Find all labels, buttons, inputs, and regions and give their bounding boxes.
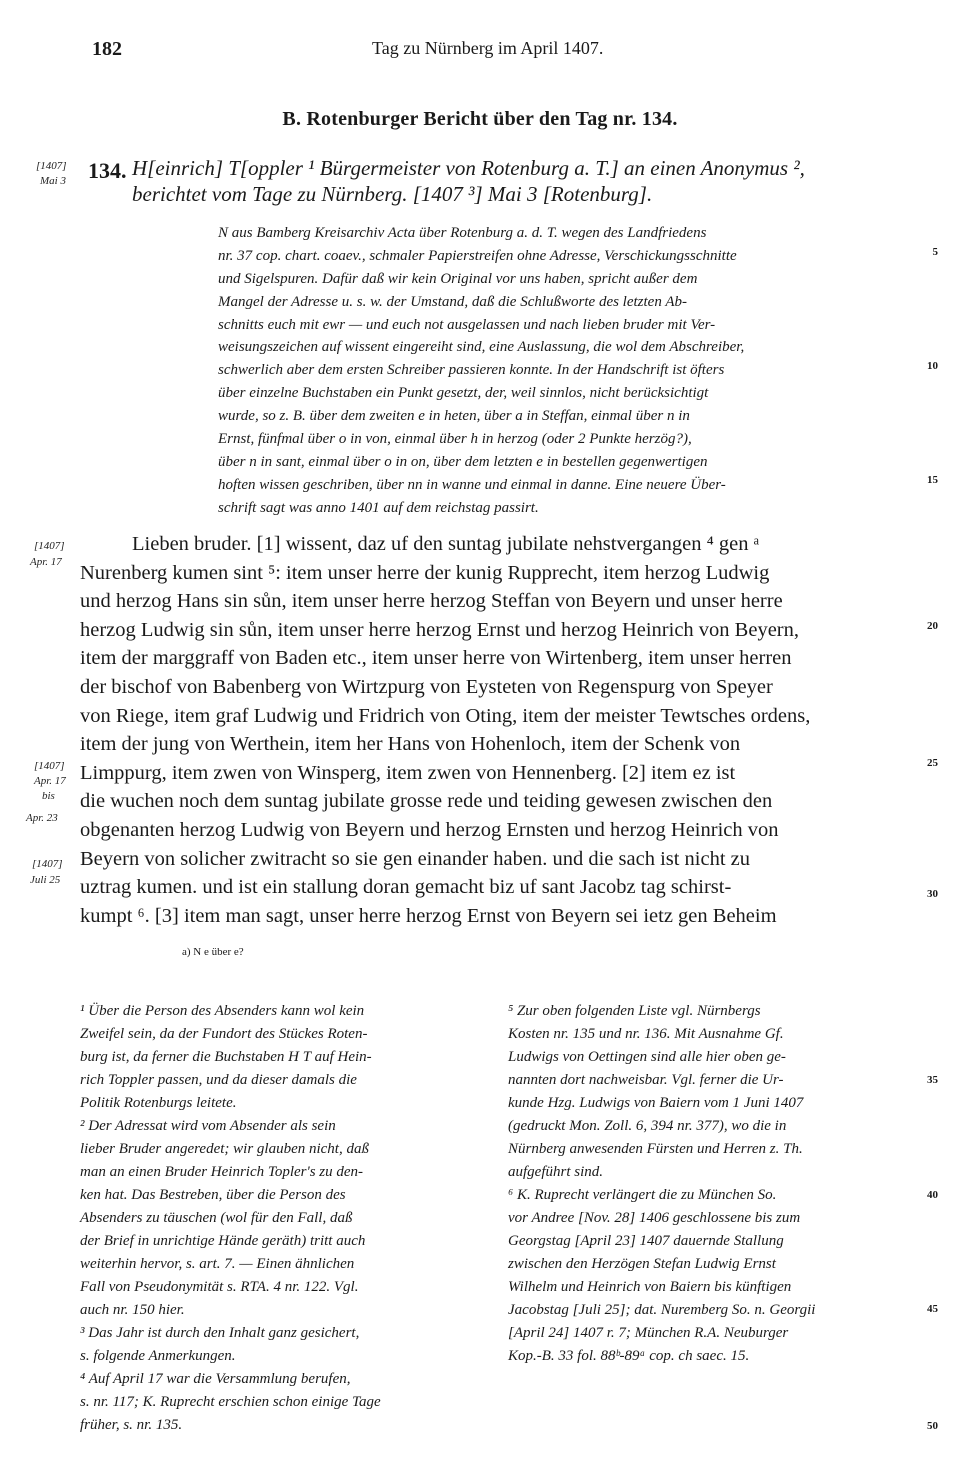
margin-date: Juli 25 [30, 874, 61, 886]
footnote-line: weiterhin hervor, s. art. 7. — Einen ähnlichen [80, 1256, 355, 1272]
margin-date: Apr. 17 [34, 775, 66, 787]
section-title: B. Rotenburger Bericht über den Tag nr. 134. [282, 108, 678, 130]
footnote-line: s. folgende Anmerkungen. [80, 1348, 236, 1364]
source-line: über einzelne Buchstaben ein Punkt gesetzt, der, weil sinnlos, nicht berücksichtigt [218, 385, 709, 402]
source-line: und Sigelspuren. Dafür daß wir kein Original vor uns haben, spricht außer dem [218, 270, 698, 287]
margin-date: Apr. 23 [26, 812, 58, 824]
footnote-line: Zweifel sein, da der Fundort des Stückes Roten- [80, 1026, 368, 1042]
line-number: 30 [927, 888, 938, 900]
footnote-line: kunde Hzg. Ludwigs von Baiern vom 1 Juni 1407 [508, 1095, 804, 1111]
line-number: 15 [927, 474, 938, 486]
footnote-line: Kosten nr. 135 und nr. 136. Mit Ausnahme Gf. [508, 1026, 784, 1042]
footnote-line: Ludwigs von Oettingen sind alle hier oben ge- [508, 1049, 786, 1065]
margin-date: Apr. 17 [30, 556, 62, 568]
source-line: weisungszeichen auf wissent eingereiht sind, eine Auslassung, die wol dem Abschreiber, [218, 339, 745, 356]
line-number: 40 [927, 1189, 938, 1201]
footnote-line: ken hat. Das Bestreben, über die Person des [80, 1187, 346, 1203]
footnote-line: man an einen Bruder Heinrich Topler's zu den- [80, 1164, 364, 1180]
body-line: der bischof von Babenberg von Wirtzpurg von Eysteten von Regenspurg von Speyer [80, 675, 773, 698]
margin-date-bis: bis [42, 790, 55, 802]
footnote-line: Absenders zu täuschen (wol für den Fall, daß [80, 1210, 353, 1226]
line-number: 5 [932, 246, 938, 258]
margin-date-year: [1407] [34, 760, 65, 772]
line-number: 20 [927, 620, 938, 632]
entry-heading-line: berichtet vom Tage zu Nürnberg. [1407 ³] Mai 3 [Rotenburg]. [132, 182, 653, 206]
footnote-line: s. nr. 117; K. Ruprecht erschien schon einige Tage [80, 1394, 381, 1410]
body-line: obgenanten herzog Ludwig von Beyern und herzog Ernsten und herzog Heinrich von [80, 818, 779, 841]
source-line: schrift sagt was anno 1401 auf dem reichstag passirt. [218, 499, 539, 516]
entry-margin-date: Mai 3 [40, 175, 66, 187]
footnote-line: lieber Bruder angeredet; wir glauben nicht, daß [80, 1141, 369, 1157]
footnote-line: auch nr. 150 hier. [80, 1302, 185, 1318]
margin-date-year: [1407] [34, 540, 65, 552]
line-number: 45 [927, 1303, 938, 1315]
page-number: 182 [92, 38, 122, 60]
footnote-line: ¹ Über die Person des Absenders kann wol kein [80, 1003, 365, 1019]
footnote-line: burg ist, da ferner die Buchstaben H T auf Hein- [80, 1049, 372, 1065]
footnotes-right-column [508, 1000, 910, 1368]
footnote-line: Wilhelm und Heinrich von Baiern bis künftigen [508, 1279, 792, 1295]
document-body [80, 530, 912, 930]
footnote-line: zwischen den Herzögen Stefan Ludwig Ernst [508, 1256, 776, 1272]
footnotes-left-column [80, 1000, 480, 1437]
body-line: Lieben bruder. [1] wissent, daz uf den suntag jubilate nehstvergangen ⁴ gen ᵃ [132, 533, 760, 555]
body-line: von Riege, item graf Ludwig und Fridrich von Oting, item der meister Tewtsches ordens, [80, 704, 811, 727]
footnote-line: Kop.-B. 33 fol. 88ᵇ-89ᵃ cop. ch saec. 15. [508, 1348, 750, 1364]
margin-date-year: [1407] [32, 858, 63, 870]
footnote-line: früher, s. nr. 135. [80, 1417, 183, 1433]
footnote-line: Fall von Pseudonymität s. RTA. 4 nr. 122. Vgl. [80, 1279, 359, 1295]
body-line: item der marggraff von Baden etc., item unser herre von Wirtenberg, item unser herren [80, 647, 792, 670]
line-number: 35 [927, 1074, 938, 1086]
body-line: die wuchen noch dem suntag jubilate grosse rede und teiding gewesen zwischen den [80, 790, 773, 813]
line-number: 25 [927, 757, 938, 769]
running-title: Tag zu Nürnberg im April 1407. [372, 38, 604, 58]
line-number: 50 [927, 1420, 938, 1432]
footnote-line: Georgstag [April 23] 1407 dauernde Stallung [508, 1233, 784, 1249]
source-line: N aus Bamberg Kreisarchiv Acta über Rotenburg a. d. T. wegen des Landfriedens [218, 225, 707, 241]
footnote-line: ³ Das Jahr ist durch den Inhalt ganz gesichert, [80, 1325, 360, 1341]
footnote-line: Politik Rotenburgs leitete. [80, 1095, 237, 1111]
entry-number: 134. [88, 158, 127, 183]
body-line: uztrag kumen. und ist ein stallung doran gemacht biz uf sant Jacobz tag schirst- [80, 876, 732, 899]
entry-margin-year: [1407] [36, 160, 67, 172]
source-description [218, 222, 918, 520]
footnote-line: ⁴ Auf April 17 war die Versammlung berufen, [80, 1371, 351, 1387]
footnote-line: [April 24] 1407 r. 7; München R.A. Neuburger [508, 1325, 789, 1341]
footnote-line: nannten dort nachweisbar. Vgl. ferner die Ur- [508, 1072, 784, 1088]
body-line: Beyern von solicher zwitracht so sie gen einander haben. und die sach ist nicht zu [80, 847, 751, 870]
footnote-line: Nürnberg anwesenden Fürsten und Herren z. Th. [508, 1141, 803, 1157]
footnote-line: Jacobstag [Juli 25]; dat. Nuremberg So. n. Georgii [508, 1302, 816, 1318]
body-line: item der jung von Werthein, item her Hans von Hohenloch, item der Schenk von [80, 733, 741, 756]
body-line: herzog Ludwig sin sůn, item unser herre herzog Ernst und herzog Heinrich von Beyern, [80, 618, 800, 641]
body-line: kumpt ⁶. [3] item man sagt, unser herre herzog Ernst von Beyern sei ietz gen Beheim [80, 904, 777, 927]
entry-heading-line: H[einrich] T[oppler ¹ Bürgermeister von Rotenburg a. T.] an einen Anonymus ², [132, 156, 805, 180]
footnote-line: ² Der Adressat wird vom Absender als sein [80, 1118, 336, 1134]
footnote-line: aufgeführt sind. [508, 1164, 604, 1180]
footnote-line: rich Toppler passen, und da dieser damals die [80, 1072, 357, 1088]
source-line: hoften wissen geschriben, über nn in wanne und einmal in danne. Eine neuere Über- [218, 476, 726, 493]
footnote-line: vor Andree [Nov. 28] 1406 geschlossene bis zum [508, 1210, 801, 1226]
source-line: schnitts euch mit ewr — und euch not ausgelassen und nach lieben bruder mit Ver- [218, 316, 716, 333]
source-line: über n in sant, einmal über o in on, über dem letzten e in bestellen gegenwertigen [218, 453, 708, 470]
footnote-line: (gedruckt Mon. Zoll. 6, 394 nr. 377), wo die in [508, 1118, 787, 1134]
body-line: Nurenberg kumen sint ⁵: item unser herre der kunig Rupprecht, item herzog Ludwig [80, 561, 770, 584]
footnote-line: ⁶ K. Ruprecht verlängert die zu München So. [508, 1187, 777, 1203]
footnote-line: ⁵ Zur oben folgenden Liste vgl. Nürnbergs [508, 1003, 761, 1019]
body-line: und herzog Hans sin sůn, item unser herre herzog Steffan von Beyern und unser herre [80, 590, 783, 613]
footnote-line: der Brief in unrichtige Hände geräth) tritt auch [80, 1233, 366, 1249]
source-line: Mangel der Adresse u. s. w. der Umstand, daß die Schlußworte des letzten Ab- [218, 293, 687, 310]
source-line: nr. 37 cop. chart. coaev., schmaler Papierstreifen ohne Adresse, Verschickungsschnitte [218, 247, 737, 264]
source-line: schwerlich aber dem ersten Schreiber passieren konnte. In der Handschrift ist öfters [218, 362, 725, 379]
line-number: 10 [927, 360, 938, 372]
variant-footnote: a) N e über e? [182, 946, 244, 958]
source-line: wurde, so z. B. über dem zweiten e in heten, über a in Steffan, einmal über n in [218, 408, 690, 425]
body-line: Limppurg, item zwen von Winsperg, item zwen von Hennenberg. [2] item ez ist [80, 761, 736, 784]
source-line: Ernst, fünfmal über o in von, einmal über h in herzog (oder 2 Punkte herzög?), [218, 431, 692, 448]
